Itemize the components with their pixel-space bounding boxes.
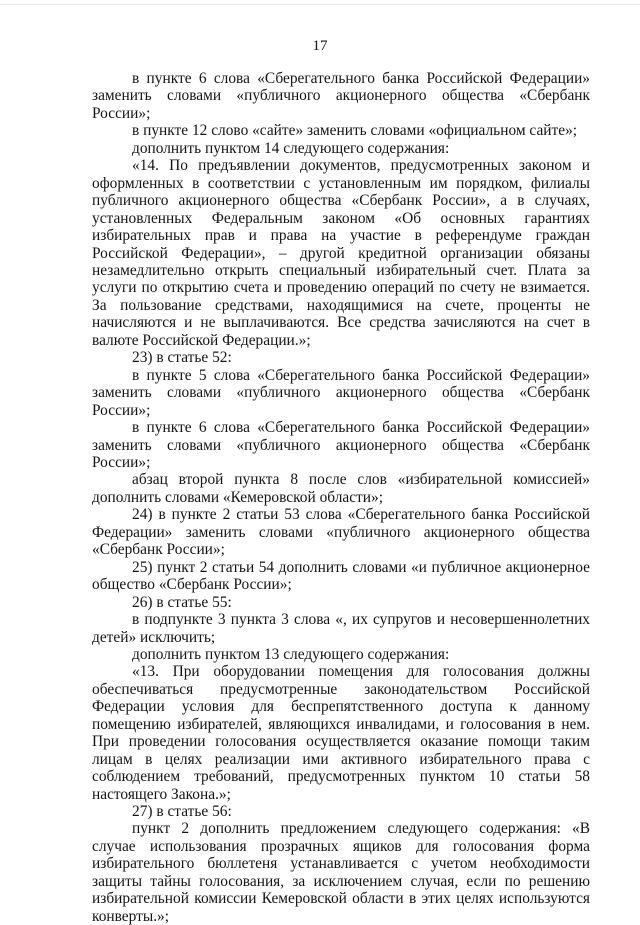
paragraph: пункт 2 дополнить предложением следующего содержания: «В случае использования прозрачных ящиков для голосования форма избирательного бюллетеня устанавливается с учетом необходимости защиты тайны голосования, за исключением случая, если по решению избирательной комиссии Кемеровской области в этих целях используются конверты.»;: [92, 820, 590, 925]
paragraph: 24) в пункте 2 статьи 53 слова «Сберегательного банка Российской Федерации» заменить словами «публичного акционерного общества «Сбербанк России»;: [92, 506, 590, 559]
paragraph: в пункте 6 слова «Сберегательного банка Российской Федерации» заменить словами «публичного акционерного общества «Сбербанк России»;: [92, 419, 590, 471]
paragraph: абзац второй пункта 8 после слов «избирательной комиссией» дополнить словами «Кемеровской области»;: [92, 471, 590, 506]
paragraph: 26) в статье 55:: [132, 593, 232, 611]
page-number: 17: [312, 38, 328, 54]
paragraph: в пункте 6 слова «Сберегательного банка Российской Федерации» заменить словами «публичного акционерного общества «Сбербанк России»;: [92, 70, 590, 122]
paragraph: «13. При оборудовании помещения для голосования должны обеспечиваться предусмотренные законодательством Российской Федерации условия для беспрепятственного доступа к данному помещению избирателей, являющихся инвалидами, и голосования в нем. При проведении голосования осуществляется оказание помощи таким лицам в целях реализации ими активного избирательного права с соблюдением требований, предусмотренных пунктом 10 статьи 58 настоящего Закона.»;: [92, 663, 590, 803]
paragraph: дополнить пунктом 14 следующего содержания:: [132, 139, 450, 157]
paragraph: в пункте 5 слова «Сберегательного банка Российской Федерации» заменить словами «публичного акционерного общества «Сбербанк России»;: [92, 366, 590, 419]
paragraph: в пункте 12 слово «сайте» заменить словами «официальном сайте»;: [132, 122, 578, 140]
paragraph: 25) пункт 2 статьи 54 дополнить словами «и публичное акционерное общество «Сбербанк России»;: [92, 558, 590, 594]
paragraph: 27) в статье 56:: [132, 803, 232, 821]
document-body: [92, 70, 590, 925]
scan-edge-rule: [0, 4, 640, 5]
paragraph: в подпункте 3 пункта 3 слова «, их супругов и несовершеннолетних детей» исключить;: [92, 611, 590, 646]
paragraph: 23) в статье 52:: [132, 349, 232, 367]
paragraph: «14. По предъявлении документов, предусмотренных законом и оформленных в соответствии с установленным им порядком, филиалы публичного акционерного общества «Сбербанк России», а в случаях, установленных Федеральным законом «Об основных гарантиях избирательных прав и права на участие в референдуме граждан Российской Федерации», – другой кредитной организации обязаны незамедлительно открыть специальный избирательный счет. Плата за услуги по открытию счета и проведению операций по счету не взимается. За пользование средствами, находящимися на счете, проценты не начисляются и не выплачиваются. Все средства зачисляются на счет в валюте Российской Федерации.»;: [92, 157, 590, 349]
paragraph: дополнить пунктом 13 следующего содержания:: [132, 645, 450, 663]
